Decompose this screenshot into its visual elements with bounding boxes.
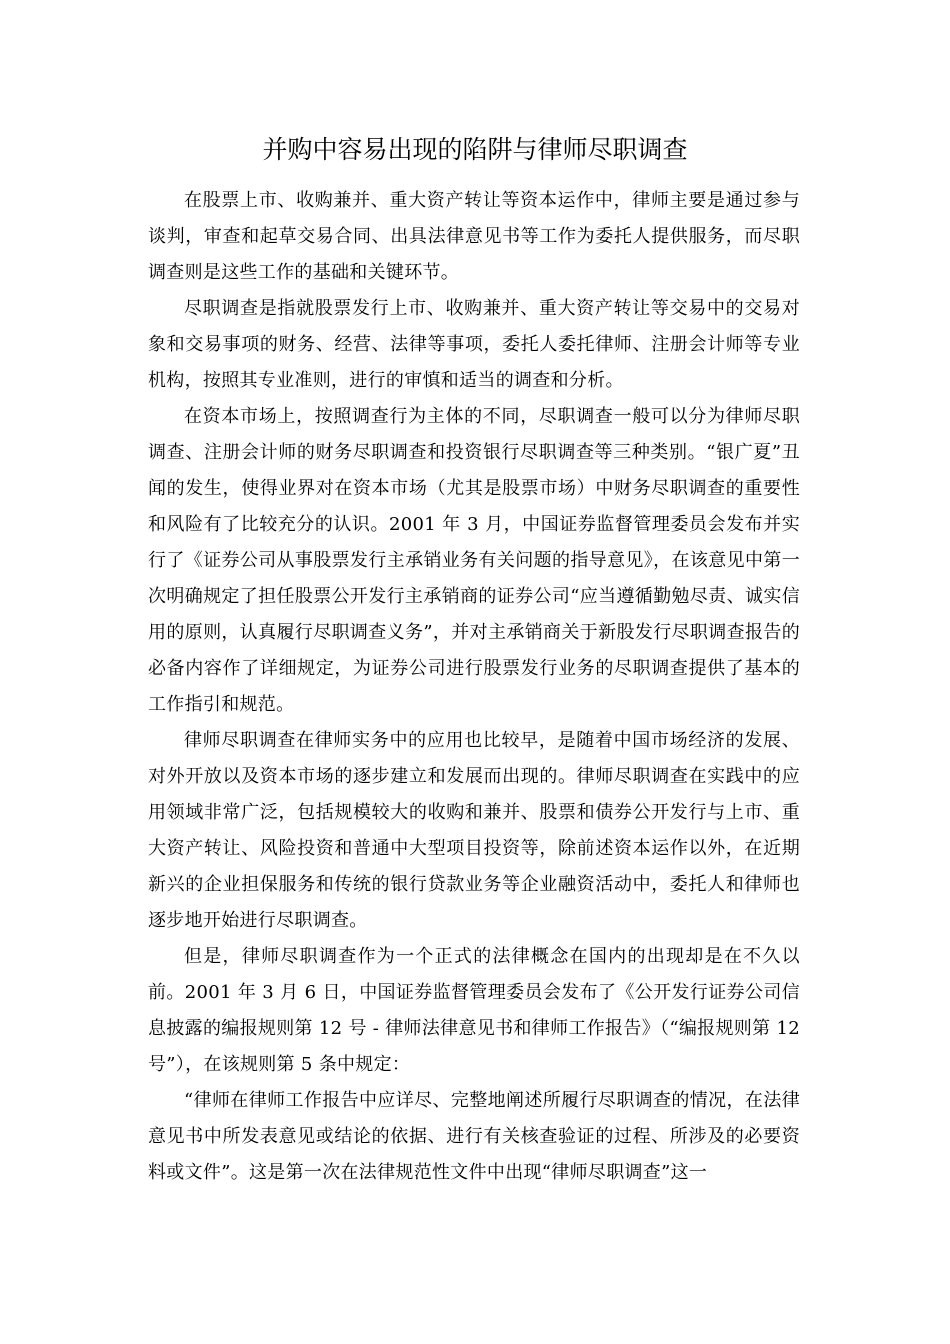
- document-title: 并购中容易出现的陷阱与律师尽职调查: [262, 135, 688, 164]
- paragraph: 律师尽职调查在律师实务中的应用也比较早，是随着中国市场经济的发展、对外开放以及资本市场的逐步建立和发展而出现的。律师尽职调查在实践中的应用领域非常广泛，包括规模较大的收购和兼并、股票和债券公开发行与上市、重大资产转让、风险投资和普通中大型项目投资等，除前述资本运作以外，在近期新兴的企业担保服务和传统的银行贷款业务等企业融资活动中，委托人和律师也逐步地开始进行尽职调查。: [148, 730, 800, 931]
- document-body: [148, 183, 800, 1191]
- paragraph: 在股票上市、收购兼并、重大资产转让等资本运作中，律师主要是通过参与谈判，审查和起草交易合同、出具法律意见书等工作为委托人提供服务，而尽职调查则是这些工作的基础和关键环节。: [148, 190, 800, 283]
- paragraph: 在资本市场上，按照调查行为主体的不同，尽职调查一般可以分为律师尽职调查、注册会计师的财务尽职调查和投资银行尽职调查等三种类别。“银广夏”丑闻的发生，使得业界对在资本市场（尤其是股票市场）中财务尽职调查的重要性和风险有了比较充分的认识。2001 年 3 月，中国证券监督管理委员会发布并实行了《证券公司从事股票发行主承销业务有关问题的指导意见》，在该意见中第一次明确规定了担任股票公开发行主承销商的证券公司“应当遵循勤勉尽责、诚实信用的原则，认真履行尽职调查义务”，并对主承销商关于新股发行尽职调查报告的必备内容作了详细规定，为证券公司进行股票发行业务的尽职调查提供了基本的工作指引和规范。: [148, 406, 800, 715]
- paragraph: 但是，律师尽职调查作为一个正式的法律概念在国内的出现却是在不久以前。2001 年 3 月 6 日，中国证券监督管理委员会发布了《公开发行证券公司信息披露的编报规则第 12 号 - 律师法律意见书和律师工作报告》（“编报规则第 12 号”），在该规则第 5 条中规定：: [148, 946, 800, 1075]
- paragraph: 尽职调查是指就股票发行上市、收购兼并、重大资产转让等交易中的交易对象和交易事项的财务、经营、法律等事项，委托人委托律师、注册会计师等专业机构，按照其专业准则，进行的审慎和适当的调查和分析。: [148, 298, 800, 391]
- paragraph: “律师在律师工作报告中应详尽、完整地阐述所履行尽职调查的情况，在法律意见书中所发表意见或结论的依据、进行有关核查验证的过程、所涉及的必要资料或文件”。这是第一次在法律规范性文件中出现“律师尽职调查”这一: [148, 1090, 800, 1183]
